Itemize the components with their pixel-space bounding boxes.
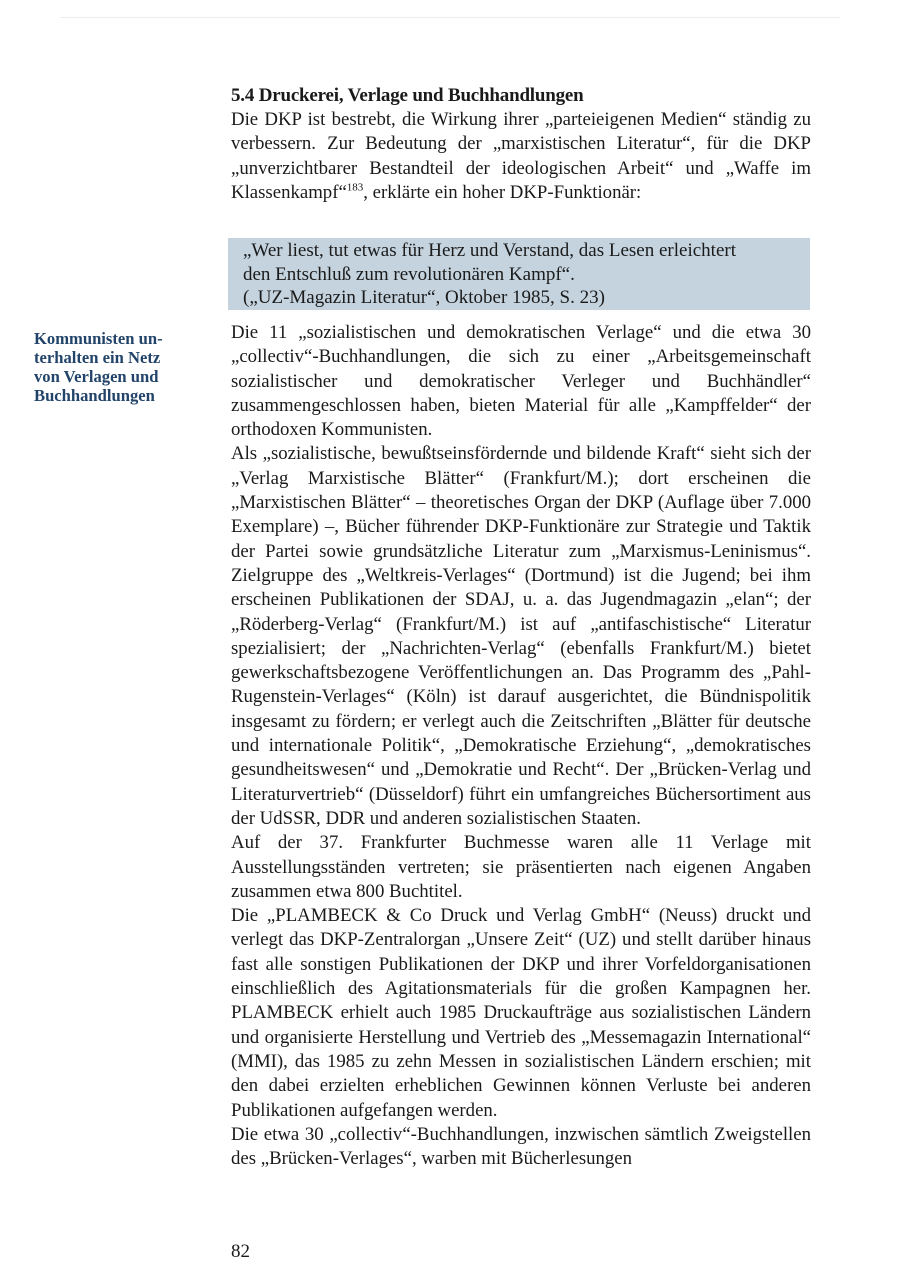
quote-line: den Entschluß zum revolutionären Kampf“. [243,263,575,285]
margin-note-line: terhalten ein Netz [34,348,161,367]
margin-note-line: Buchhandlungen [34,386,155,405]
top-edge-rule [60,17,840,18]
main-text [231,321,811,1171]
paragraph-buchhandlungen: Die etwa 30 „collectiv“-Buchhandlungen, inzwischen sämtlich Zweigstellen des „Brücken-Verlages“, warben mit Bücherlesungen [231,1123,811,1170]
footnote-ref: 183 [346,181,364,194]
page-number: 82 [231,1241,250,1262]
margin-note-line: Kommunisten un- [34,329,163,348]
paragraph-verlag-details: Als „sozialistische, bewußtseinsfördernde und bildende Kraft“ sieht sich der „Verlag Marxistische Blätter“ (Frankfurt/M.); dort erscheinen die „Marxistischen Blätter“ – theoretisches Organ der DKP (Auflage über 7.000 Exemplare) –, Bücher führender DKP-Funktionäre zur Strategie und Taktik der Partei sowie grundsätzliche Literatur zum „Marxismus-Leninismus“. Zielgruppe des „Weltkreis-Verlages“ (Dortmund) ist die Jugend; bei ihm erscheinen Publikationen der SDAJ, u. a. das Jugendmagazin „elan“; der „Röderberg-Verlag“ (Frankfurt/M.) ist auf „antifaschistische“ Literatur spezialisiert; der „Nachrichten-Verlag“ (ebenfalls Frankfurt/M.) bietet gewerkschaftsbezogene Veröffentlichungen an. Das Programm des „Pahl-Rugenstein-Verlages“ (Köln) ist darauf ausgerichtet, die Bündnispolitik insgesamt zu fördern; er verlegt auch die Zeitschriften „Blätter für deutsche und internationale Politik“, „Demokratische Erziehung“, „demokratisches gesundheitswesen“ und „Demokratie und Recht“. Der „Brücken-Verlag und Literaturvertrieb“ (Düsseldorf) führt ein umfangreiches Büchersortiment aus der UdSSR, DDR und anderen sozialistischen Staaten. [231,443,811,829]
margin-note-line: von Verlagen und [34,367,159,386]
paragraph-plambeck: Die „PLAMBECK & Co Druck und Verlag GmbH“ (Neuss) druckt und verlegt das DKP-Zentralorgan „Unsere Zeit“ (UZ) und stellt darüber hinaus fast alle sonstigen Publikationen der DKP und ihrer Vorfeldorganisationen einschließlich des Agitationsmaterials für die großen Kampagnen her. PLAMBECK erhielt auch 1985 Druckaufträge aus sozialistischen Ländern und organisierte Herstellung und Vertrieb des „Messemagazin International“ (MMI), das 1985 zu zehn Messen in sozialistischen Ländern erschien; mit den dabei erzielten erheblichen Gewinnen können Verluste bei anderen Publikationen aufgefangen werden. [231,905,811,1121]
margin-note [34,329,184,405]
intro-paragraph [231,108,811,205]
quote-citation: („UZ-Magazin Literatur“, Oktober 1985, S. 23) [243,287,605,308]
intro-text: Die DKP ist bestrebt, die Wirkung ihrer „parteieigenen Medien“ ständig zu verbessern. Zur Bedeutung der „marxistischen Literatur“, für die DKP „unverzichtbarer Bestandteil der ideologischen Arbeit“ und „Waffe im Klassenkampf“ [231,109,811,203]
intro-tail: , erklärte ein hoher DKP-Funktionär: [363,181,642,203]
block-quote [243,239,808,310]
section-heading: 5.4 Druckerei, Verlage und Buchhandlungen [231,85,584,106]
paragraph-buchmesse: Auf der 37. Frankfurter Buchmesse waren alle 11 Verlage mit Ausstellungsständen vertreten; sie präsentierten nach eigenen Angaben zusammen etwa 800 Buchtitel. [231,832,811,902]
quote-line: „Wer liest, tut etwas für Herz und Verstand, das Lesen erleichtert [243,240,736,261]
paragraph-verlage: Die 11 „sozialistischen und demokratischen Verlage“ und die etwa 30 „collectiv“-Buchhandlungen, die sich zu einer „Arbeitsgemeinschaft sozialistischer und demokratischer Verleger und Buchhändler“ zusammengeschlossen haben, bieten Material für alle „Kampffelder“ der orthodoxen Kommunisten. [231,322,811,441]
